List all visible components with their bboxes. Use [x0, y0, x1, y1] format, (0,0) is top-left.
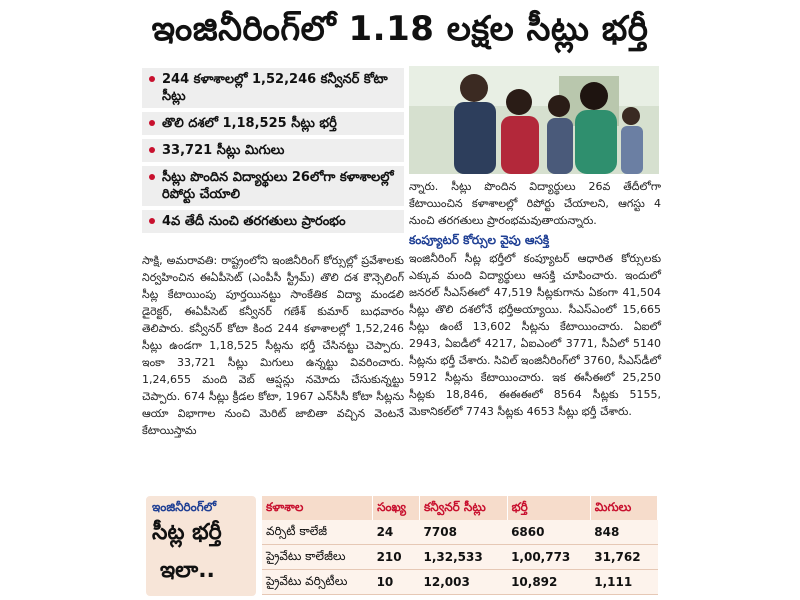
article-continuation: న్నారు. సీట్లు పొందిన విద్యార్థులు 26వ తేదీలోగా కేటాయించిన కళాశాలల్లో రిపోర్టు చేయాలని, ఆగస్టు 4 నుంచి తరగతులు ప్రారంభమవుతాయన్నారు. [409, 180, 661, 227]
article-left-column: సాక్షి, అమరావతి: రాష్ట్రంలోని ఇంజినీరింగ్ కోర్సుల్లో ప్రవేశాలకు నిర్వహించిన ఈఏపీసెట్ (ఎంపీసీ స్ట్రీమ్) తొలి దశ కౌన్సెలింగ్ సీట్ల కేటాయింపు పూర్తయినట్టు సాంకేతిక విద్యా మండలి డైరెక్టర్, ఈఏపీసెట్ కన్వీనర్ గణేశ్ కుమార్ బుధవారం తెలిపారు. కన్వీనర్ కోటా కింద 244 కళాశాలల్లో 1,52,246 సీట్లు ఉండగా 1,18,525 సీట్లను భర్తీ చేసినట్టు చెప్పారు. ఇంకా 33,721 సీట్లు మిగులు ఉన్నట్టు వివరించారు. 1,24,655 మంది వెబ్ ఆప్షన్లు నమోదు చేసుకున్నట్టు చెప్పారు. 674 సీట్లు క్రీడల కోటా, 1967 ఎన్‌సీసీ కోటా సీట్లను ఆయా విభాగాల నుంచి మెరిట్ జాబితా వచ్చిన వెంటనే కేటాయిస్తామ [142, 254, 404, 437]
students-photo [409, 66, 659, 174]
column-header: కళాశాల [262, 496, 373, 520]
table-cell: 848 [590, 520, 657, 545]
highlight-item [142, 68, 404, 108]
article-right-column [409, 178, 661, 420]
column-header: సంఖ్య [373, 496, 420, 520]
table-cell: 6860 [507, 520, 590, 545]
table-row [262, 545, 658, 570]
bullet-dot-icon [149, 76, 155, 82]
table-cell: 24 [373, 520, 420, 545]
table-caption-line: ఇలా.. [160, 558, 215, 583]
table-cell: 31,762 [590, 545, 657, 570]
highlight-text: సీట్లు పొందిన విద్యార్థులు 26లోగా కళాశాలల్లో రిపోర్టు చేయాలి [162, 170, 394, 202]
table-cell: ప్రైవేటు కాలేజీలు [262, 545, 373, 570]
table-row [262, 570, 658, 595]
bullet-dot-icon [149, 120, 155, 126]
bullet-dot-icon [149, 174, 155, 180]
table-cell: ప్రైవేటు వర్సిటీలు [262, 570, 373, 595]
table-cell: 7708 [420, 520, 508, 545]
table-cell: 1,00,773 [507, 545, 590, 570]
highlight-text: 4వ తేదీ నుంచి తరగతులు ప్రారంభం [162, 214, 346, 229]
table-header-row [262, 496, 658, 520]
highlight-text: తొలి దశలో 1,18,525 సీట్లు భర్తీ [162, 116, 337, 131]
article-subheading: కంప్యూటర్ కోర్సుల వైపు ఆసక్తి [409, 233, 550, 247]
table-caption-line: సీట్ల భర్తీ [152, 520, 222, 545]
headline: ఇంజినీరింగ్‌లో 1.18 లక్షల సీట్లు భర్తీ [151, 9, 649, 49]
column-header: మిగులు [590, 496, 657, 520]
bullet-dot-icon [149, 218, 155, 224]
table-cell: 12,003 [420, 570, 508, 595]
table-cell: వర్సిటీ కాలేజీ [262, 520, 373, 545]
highlight-item [142, 166, 404, 206]
table-cell: 1,32,533 [420, 545, 508, 570]
students-illustration [409, 66, 659, 174]
table-row [262, 520, 658, 545]
column-header: భర్తీ [507, 496, 590, 520]
highlight-item [142, 112, 404, 135]
seats-table [262, 496, 658, 595]
article-body: ఇంజినీరింగ్ సీట్ల భర్తీలో కంప్యూటర్ ఆధారిత కోర్సులకు ఎక్కువ మంది విద్యార్థులు ఆసక్తి చూపించారు. ఇందులో జనరల్ సీఎస్ఈలో 47,519 సీట్లకుగాను ఏకంగా 41,504 సీట్లు తొలి దశలోనే భర్తీఅయ్యాయి. సీఎస్ఎంలో 15,665 సీట్లు ఉంటే 13,602 సీట్లను కేటాయించారు. ఏఐలో 2943, ఏఐడీలో 4217, ఏఐఎంలో 3771, సీఏలో 5140 సీట్లను భర్తీ చేశారు. సివిల్ ఇంజినీరింగ్‌లో 3760, సీఎస్‌డీలో 5912 సీట్లను కేటాయించారు. ఇక ఈసీఈలో 25,250 సీట్లకు 18,846, ఈఈఈలో 8564 సీట్లకు 5155, మెకానికల్‌లో 7743 సీట్లకు 4653 సీట్లు భర్తీ చేశారు. [409, 252, 661, 418]
highlight-item [142, 139, 404, 162]
table-caption-box [146, 496, 256, 596]
table-cell: 1,111 [590, 570, 657, 595]
table-caption-line: ఇంజినీరింగ్‌లో [152, 500, 217, 514]
table-cell: 210 [373, 545, 420, 570]
highlight-item [142, 210, 404, 233]
highlight-text: 33,721 సీట్లు మిగులు [162, 143, 285, 158]
column-header: కన్వీనర్ సీట్లు [420, 496, 508, 520]
highlight-text: 244 కళాశాలల్లో 1,52,246 కన్వీనర్ కోటా సీట్లు [162, 72, 388, 104]
table-cell: 10 [373, 570, 420, 595]
highlights-list [142, 68, 404, 237]
table-cell: 10,892 [507, 570, 590, 595]
bullet-dot-icon [149, 147, 155, 153]
